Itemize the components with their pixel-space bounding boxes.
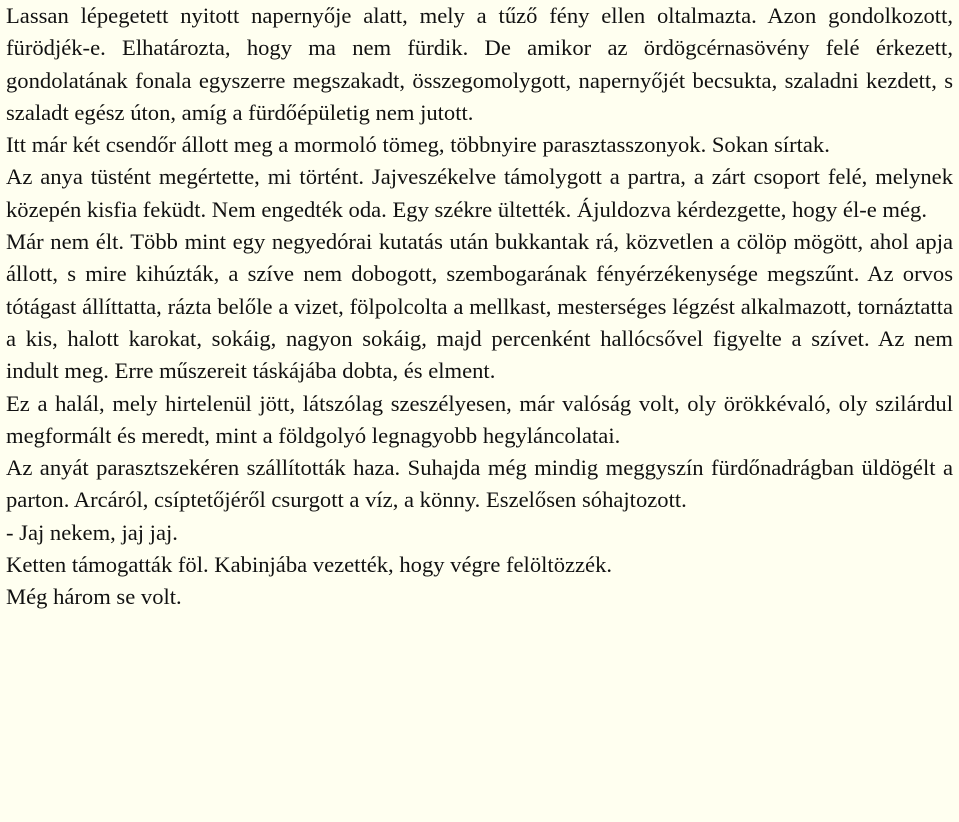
- paragraph-6: Az anyát parasztszekéren szállították haza. Suhajda még mindig meggyszín fürdőnadrágban üldögélt a parton. Arcáról, csíptetőjéről csurgott a víz, a könny. Eszelősen sóhajtozott.: [6, 455, 953, 513]
- paragraph-5: Ez a halál, mely hirtelenül jött, látszólag szeszélyesen, már valóság volt, oly örökkévaló, oly szilárdul megformált és meredt, mint a földgolyó legnagyobb hegyláncolatai.: [6, 390, 953, 448]
- paragraph-4: Már nem élt. Több mint egy negyedórai kutatás után bukkantak rá, közvetlen a cölöp mögött, ahol apja állott, s mire kihúzták, a szíve nem dobogott, szembogarának fényérzékenysége megszűnt. Az orvos tótágast állíttatta, rázta belőle a vizet, fölpolcolta a mellkast, mesterséges légzést alkalmazott, tornáztatta a kis, halott karokat, sokáig, nagyon sokáig, majd percenként hallócsővel figyelte a szívet. Az nem indult meg. Erre műszereit táskájába dobta, és elment.: [6, 229, 953, 384]
- paragraph-8: Ketten támogatták föl. Kabinjába vezették, hogy végre felöltözzék.: [6, 552, 613, 578]
- paragraph-2: Itt már két csendőr állott meg a mormoló tömeg, többnyire parasztasszonyok. Sokan sírtak.: [6, 132, 830, 158]
- paragraph-9: Még három se volt.: [6, 584, 182, 610]
- paragraph-1: Lassan lépegetett nyitott napernyője alatt, mely a tűző fény ellen oltalmazta. Azon gondolkozott, fürödjék-e. Elhatározta, hogy ma nem fürdik. De amikor az ördögcérnasövény felé érkezett, gondolatának fonala egyszerre megszakadt, összegomolygott, napernyőjét becsukta, szaladni kezdett, s szaladt egész úton, amíg a fürdőépületig nem jutott.: [6, 3, 953, 125]
- paragraph-7: - Jaj nekem, jaj jaj.: [6, 519, 178, 545]
- paragraph-3: Az anya tüstént megértette, mi történt. Jajveszékelve támolygott a partra, a zárt csoport felé, melynek közepén kisfia feküdt. Nem engedték oda. Egy székre ültették. Ájuldozva kérdezgette, hogy él-e még.: [6, 164, 953, 222]
